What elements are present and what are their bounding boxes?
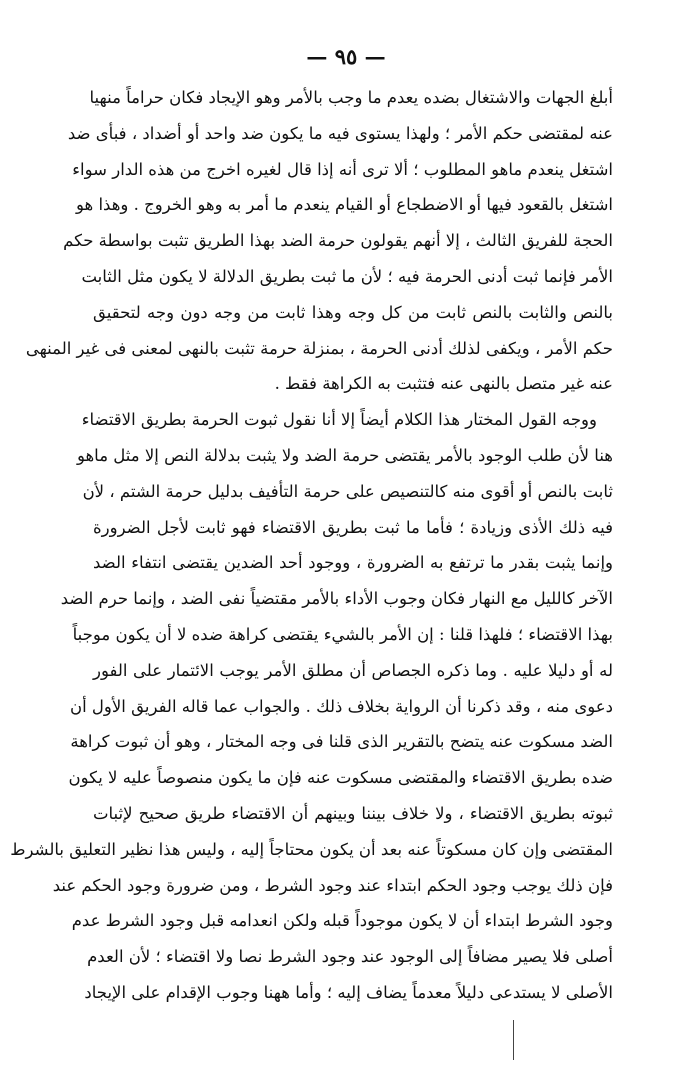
margin-mark: [513, 1020, 514, 1060]
text-line: أصلى فلا يصير مضافاً إلى الوجود عند وجود الشرط نصا ولا اقتضاء ؛ لأن العدم: [87, 947, 613, 967]
text-line: فيه ذلك الأذى وزيادة ؛ فأما ما ثبت بطريق الاقتضاء فهو ثابت لأجل الضرورة: [93, 517, 613, 537]
text-line: ووجه القول المختار هذا الكلام أيضاً إلا أنا نقول ثبوت الحرمة بطريق الاقتضاء: [81, 410, 597, 430]
text-line: حكم الأمر ، ويكفى لذلك أدنى الحرمة ، بمنزلة حرمة تثبت بالنهى لمعنى فى غير المنهى: [25, 338, 613, 358]
text-line: ضده بطريق الاقتضاء والمقتضى مسكوت عنه فإن ما يكون منصوصاً عليه لا يكون: [68, 768, 613, 788]
text-line: الآخر كالليل مع النهار فكان وجوب الأداء بالأمر مقتضياً نفى الضد ، وإنما حرم الضد: [60, 589, 613, 609]
text-line: أبلغ الجهات والاشتغال بضده يعدم ما وجب بالأمر وهو الإيجاد فكان حراماً منهيا: [89, 88, 613, 107]
text-line: الأمر فإنما ثبت أدنى الحرمة فيه ؛ لأن ما ثبت بطريق الدلالة لا يكون مثل الثابت: [81, 266, 613, 286]
text-line: وجود الشرط ابتداء أن لا يكون موجوداً قبله ولكن انعدامه قبل وجود الشرط عدم: [71, 911, 613, 931]
text-line: فإن ذلك يوجب وجود الحكم ابتداء عند وجود الشرط ، ومن ضرورة وجود الحكم عند: [52, 875, 613, 895]
text-line: بالنص والثابت بالنص ثابت من كل وجه وهذا ثابت من وجه دون وجه لتحقيق: [93, 302, 613, 322]
body-text: [10, 80, 613, 1011]
text-line: بهذا الاقتضاء ؛ فلهذا قلنا : إن الأمر بالشيء يقتضى كراهة ضده لا أن يكون موجباً: [72, 624, 613, 644]
text-line: عنه غير متصل بالنهى عنه فتثبت به الكراهة فقط .: [274, 374, 613, 394]
text-line: عنه لمقتضى حكم الأمر ؛ ولهذا يستوى فيه ما يكون ضد واحد أو أضداد ، فبأى ضد: [67, 123, 613, 143]
text-line: الأصلى لا يستدعى دليلاً معدماً يضاف إليه ؛ وأما ههنا وجوب الإقدام على الإيجاد: [84, 982, 613, 1002]
text-line: هنا لأن طلب الوجود بالأمر يقتضى حرمة الضد ولا يثبت بدلالة النص إلا مثل ماهو: [76, 445, 613, 465]
text-line: دعوى منه ، وقد ذكرنا أن الرواية بخلاف ذلك . والجواب عما قاله الفريق الأول أن: [69, 696, 613, 716]
text-line: ثابت بالنص أو أقوى منه كالتنصيص على حرمة التأفيف بدليل حرمة الشتم ، لأن: [82, 481, 613, 501]
text-line: اشتغل بالقعود فيها أو الاضطجاع أو القيام ينعدم ما أمر به وهو الخروج . وهذا هو: [76, 195, 613, 215]
text-line: المقتضى وإن كان مسكوتاً عنه بعد أن يكون محتاجاً إليه ، وليس هذا نظير التعليق بالشرط: [10, 839, 613, 859]
page-number: — ٩٥ —: [306, 44, 386, 69]
paragraph-1: [25, 80, 613, 402]
text-line: ثبوته بطريق الاقتضاء ، ولا خلاف بيننا وبينهم أن الاقتضاء طريق صحيح لإثبات: [93, 803, 613, 823]
paragraph-2: [10, 402, 613, 1011]
text-line: وإنما يثبت بقدر ما ترتفع به الضرورة ، ووجود أحد الضدين يقتضى انتفاء الضد: [93, 553, 613, 573]
text-line: له أو دليلا عليه . وما ذكره الجصاص أن مطلق الأمر يوجب الائتمار على الفور: [93, 660, 613, 680]
text-line: الضد مسكوت عنه يتضح بالتقرير الذى قلنا فى وجه المختار ، وهو أن ثبوت كراهة: [70, 732, 613, 752]
text-line: الحجة للفريق الثالث ، إلا أنهم يقولون حرمة الضد بهذا الطريق تثبت بواسطة حكم: [63, 231, 613, 251]
text-line: اشتغل ينعدم ماهو المطلوب ؛ ألا ترى أنه إذا قال لغيره اخرج من هذه الدار سواء: [72, 159, 613, 179]
